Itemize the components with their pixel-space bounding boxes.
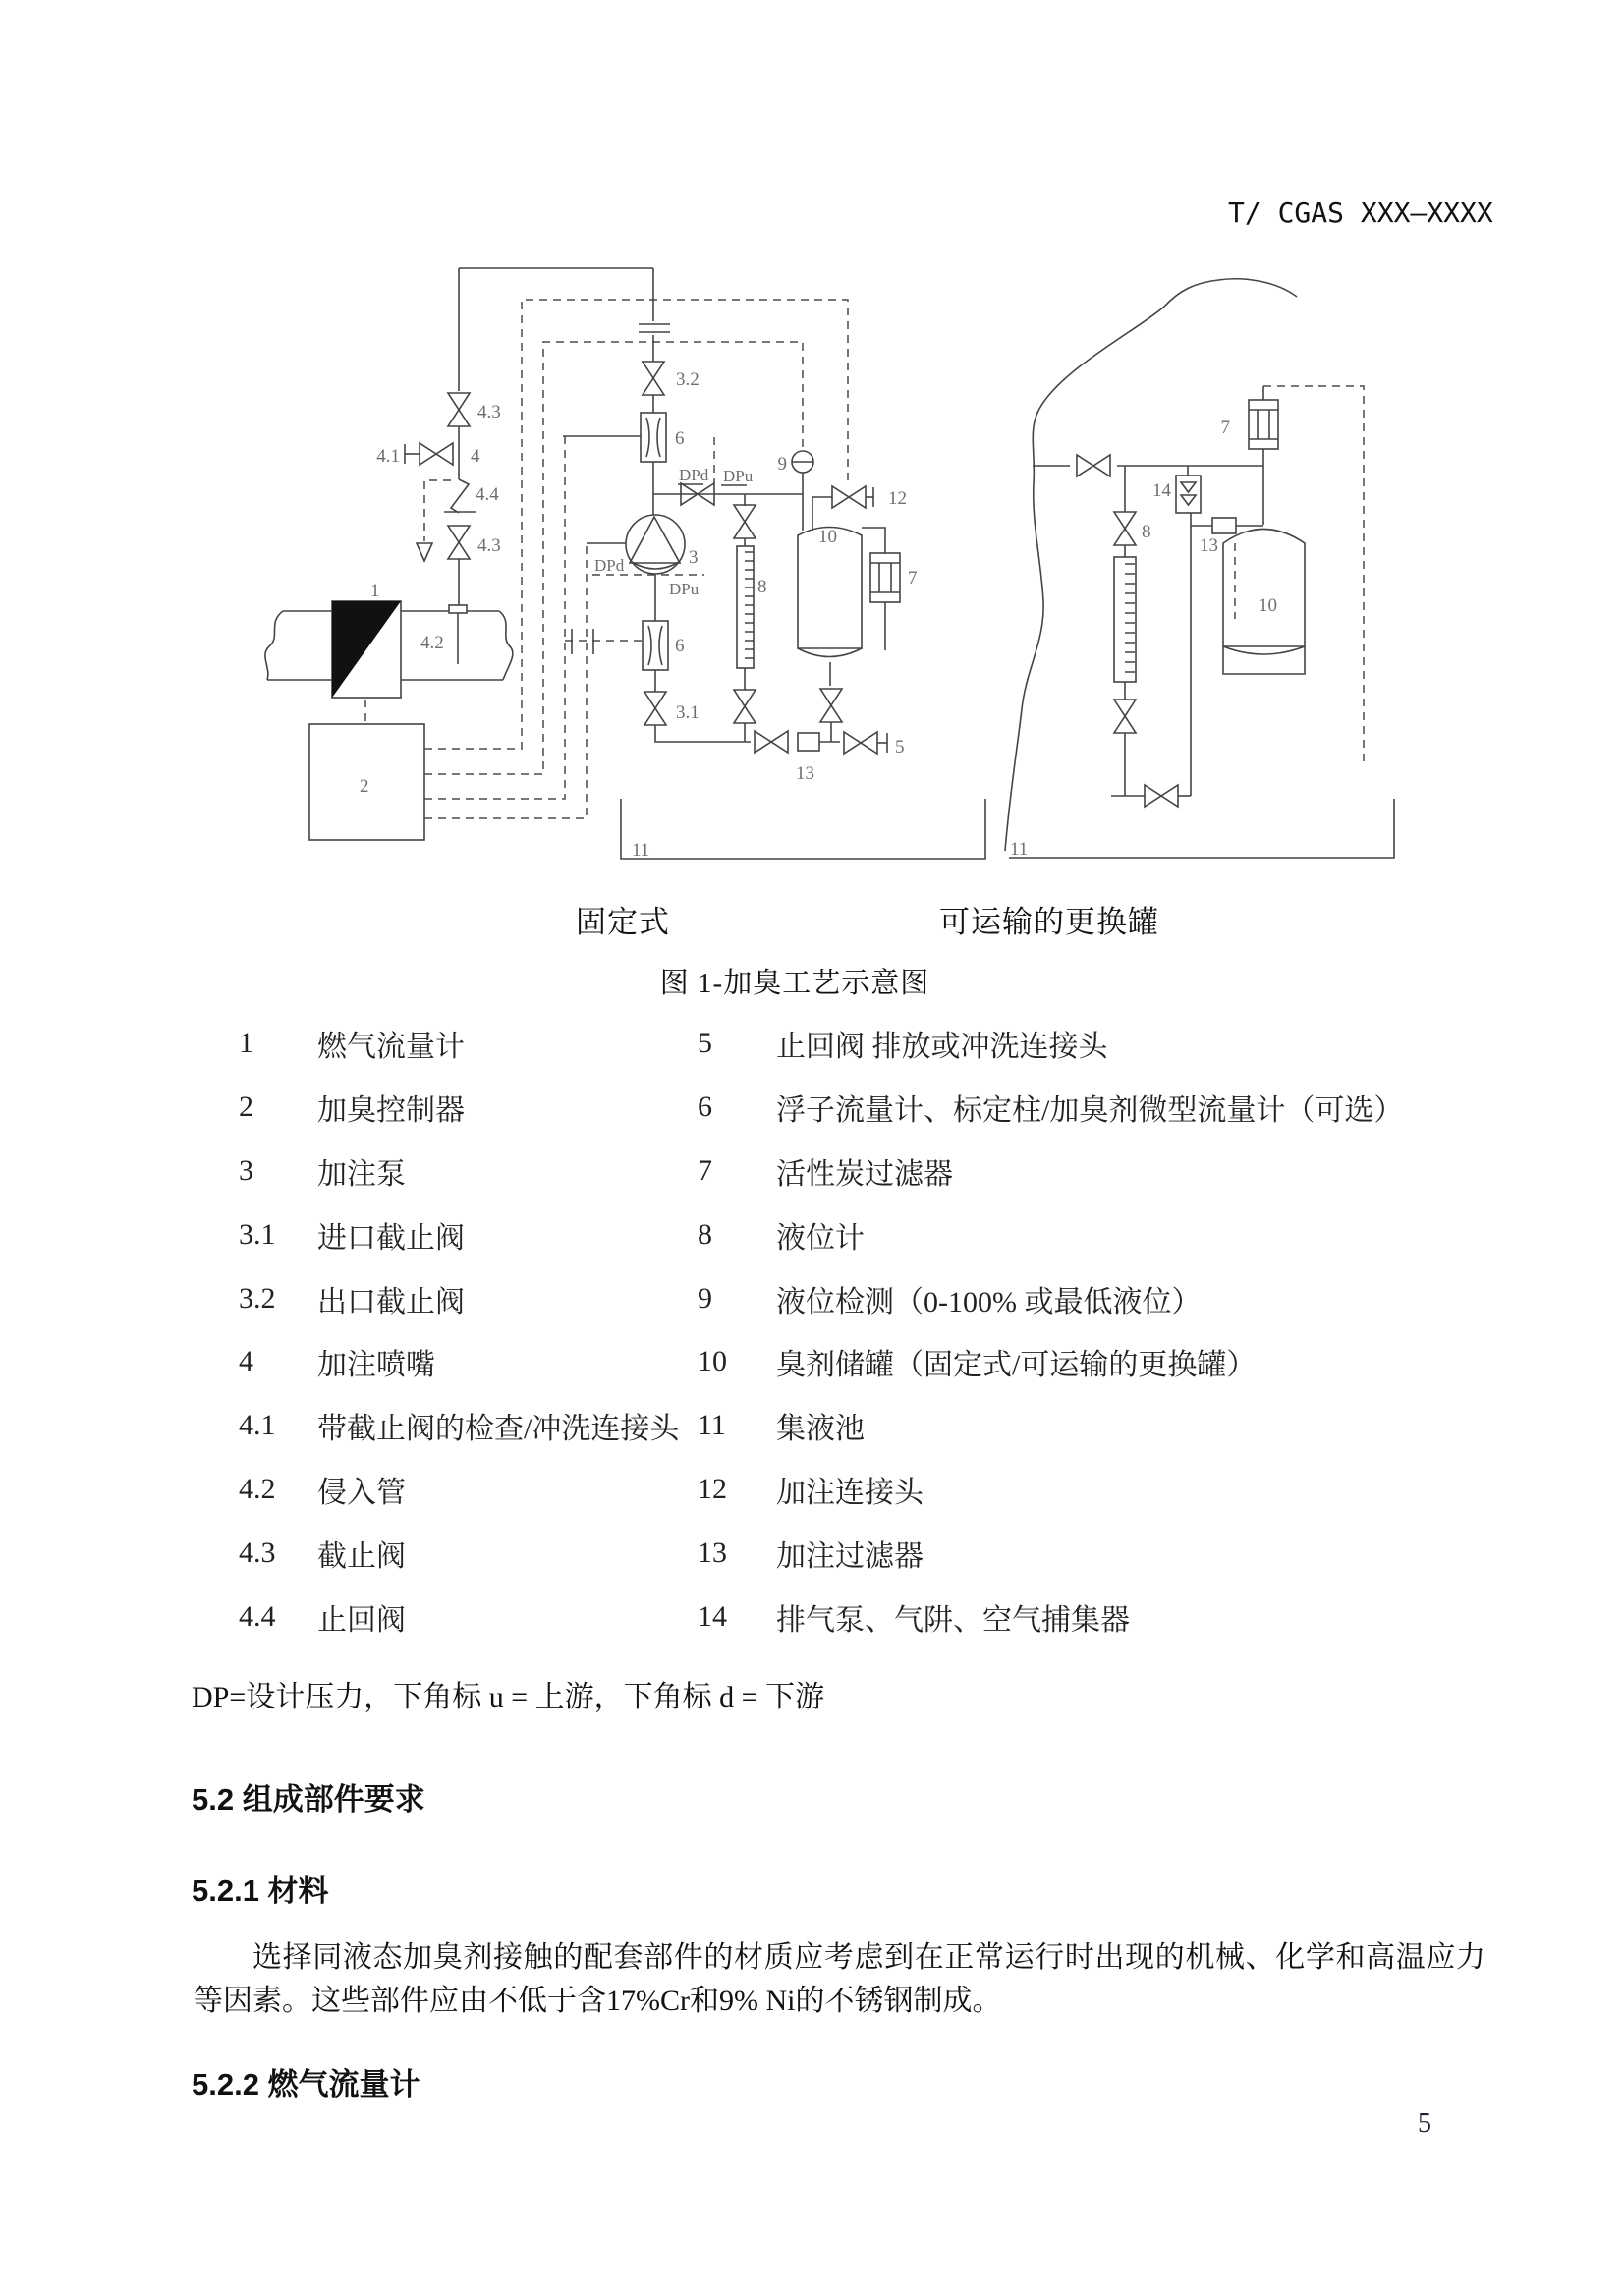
document-code-header: T/ CGAS XXX—XXXX: [1228, 196, 1493, 229]
legend-item-label: 加注喷嘴: [317, 1349, 435, 1382]
diagram-label: 10: [1259, 595, 1277, 616]
diagram-label: 3.1: [676, 702, 700, 723]
legend-item-number: 7: [698, 1153, 712, 1187]
process-diagram: [0, 0, 1624, 889]
diagram-label: 4.2: [420, 633, 444, 653]
legend-item-number: 3.2: [239, 1281, 276, 1315]
diagram-label: 9: [777, 454, 787, 475]
diagram-label: DPd: [594, 556, 625, 575]
diagram-label: 7: [1220, 418, 1230, 438]
diagram-label: 13: [796, 763, 814, 784]
legend-item-number: 6: [698, 1091, 712, 1124]
legend-row: [239, 1203, 1496, 1266]
legend-item-label: 进口截止阀: [317, 1221, 465, 1255]
legend-item-number: 10: [698, 1345, 727, 1378]
diagram-label: DPu: [723, 467, 754, 485]
diagram-label: 4.4: [476, 484, 499, 505]
diagram-label: DPd: [679, 466, 709, 484]
legend-item-label: 排气泵、气阱、空气捕集器: [776, 1603, 1130, 1637]
diagram-label: 4.1: [376, 446, 400, 467]
diagram-label: 14: [1152, 480, 1171, 501]
diagram-label: 11: [1010, 839, 1029, 860]
legend-item-label: 加臭控制器: [317, 1094, 465, 1128]
legend-item-number: 4.1: [239, 1409, 276, 1442]
legend-item-label: 液位检测（0-100% 或最低液位）: [776, 1285, 1202, 1318]
legend-item-number: 9: [698, 1281, 712, 1315]
diagram-label: 7: [908, 568, 918, 588]
diagram-label: 4: [471, 446, 480, 467]
section-heading-5-2-2: 5.2.2 燃气流量计: [192, 2067, 420, 2101]
legend-item-number: 3.1: [239, 1217, 276, 1251]
diagram-label: 3: [689, 547, 699, 568]
legend-item-label: 集液池: [776, 1413, 865, 1446]
legend-item-label: 止回阀: [317, 1603, 406, 1637]
legend-item-number: 4.3: [239, 1536, 276, 1569]
legend-item-number: 3: [239, 1153, 253, 1187]
diagram-label: 8: [1142, 522, 1151, 542]
legend-item-number: 4.2: [239, 1472, 276, 1505]
legend-item-label: 液位计: [776, 1221, 865, 1255]
legend-row: [239, 1140, 1496, 1204]
legend-row: [239, 1585, 1496, 1649]
section-heading-5-2-1: 5.2.1 材料: [192, 1874, 329, 1908]
legend-item-label: 止回阀 排放或冲洗连接头: [776, 1031, 1108, 1064]
legend-item-label: 活性炭过滤器: [776, 1157, 953, 1191]
diagram-label: 13: [1200, 535, 1218, 556]
materials-paragraph: 选择同液态加臭剂接触的配套部件的材质应考虑到在正常运行时出现的机械、化学和高温应力等因素。这些部件应由不低于含17%Cr和9% Ni的不锈钢制成。: [194, 1941, 1485, 2017]
legend-item-number: 11: [698, 1409, 726, 1442]
legend-row: [239, 1394, 1496, 1458]
legend-item-label: 加注泵: [317, 1157, 406, 1191]
legend-item-number: 1: [239, 1027, 253, 1060]
legend-row: [239, 1458, 1496, 1522]
legend-item-number: 12: [698, 1472, 727, 1505]
figure-legend: [239, 1012, 1496, 1649]
diagram-label: 1: [370, 581, 380, 601]
diagram-label: 2: [360, 776, 369, 797]
diagram-label: 6: [675, 636, 685, 656]
legend-item-number: 14: [698, 1599, 727, 1633]
legend-item-label: 加注过滤器: [776, 1540, 924, 1573]
legend-item-label: 加注连接头: [776, 1476, 924, 1509]
legend-item-label: 带截止阀的检查/冲洗连接头: [317, 1413, 680, 1446]
diagram-label: 11: [632, 840, 650, 861]
legend-item-number: 2: [239, 1091, 253, 1124]
figure-title: 图 1-加臭工艺示意图: [659, 968, 930, 999]
legend-item-number: 4.4: [239, 1599, 276, 1633]
diagram-label: 4.3: [477, 402, 501, 422]
diagram-label: 4.3: [477, 535, 501, 556]
legend-row: [239, 1076, 1496, 1140]
diagram-label: DPu: [669, 580, 700, 598]
legend-item-label: 截止阀: [317, 1540, 406, 1573]
legend-item-number: 4: [239, 1345, 253, 1378]
section-heading-5-2: 5.2 组成部件要求: [192, 1782, 425, 1817]
legend-item-label: 臭剂储罐（固定式/可运输的更换罐）: [776, 1349, 1257, 1382]
legend-row: [239, 1521, 1496, 1585]
legend-item-label: 侵入管: [317, 1476, 406, 1509]
page-number: 5: [1418, 2108, 1431, 2139]
caption-transportable-tank: 可运输的更换罐: [939, 905, 1159, 939]
legend-item-number: 5: [698, 1027, 712, 1060]
legend-item-number: 8: [698, 1217, 712, 1251]
diagram-label: 6: [675, 428, 685, 449]
diagram-label: 5: [895, 737, 905, 757]
legend-row: [239, 1330, 1496, 1394]
legend-row: [239, 1266, 1496, 1330]
diagram-label: 10: [818, 527, 837, 547]
dp-definition-note: DP=设计压力，下角标 u = 上游，下角标 d = 下游: [192, 1681, 825, 1713]
legend-item-number: 13: [698, 1536, 727, 1569]
caption-fixed-type: 固定式: [576, 905, 670, 939]
legend-item-label: 出口截止阀: [317, 1285, 465, 1318]
legend-row: [239, 1012, 1496, 1076]
diagram-label: 8: [757, 577, 767, 597]
legend-item-label: 浮子流量计、标定柱/加臭剂微型流量计（可选）: [776, 1094, 1404, 1128]
diagram-label: 3.2: [676, 369, 700, 390]
diagram-label: 12: [888, 488, 907, 509]
legend-item-label: 燃气流量计: [317, 1031, 465, 1064]
